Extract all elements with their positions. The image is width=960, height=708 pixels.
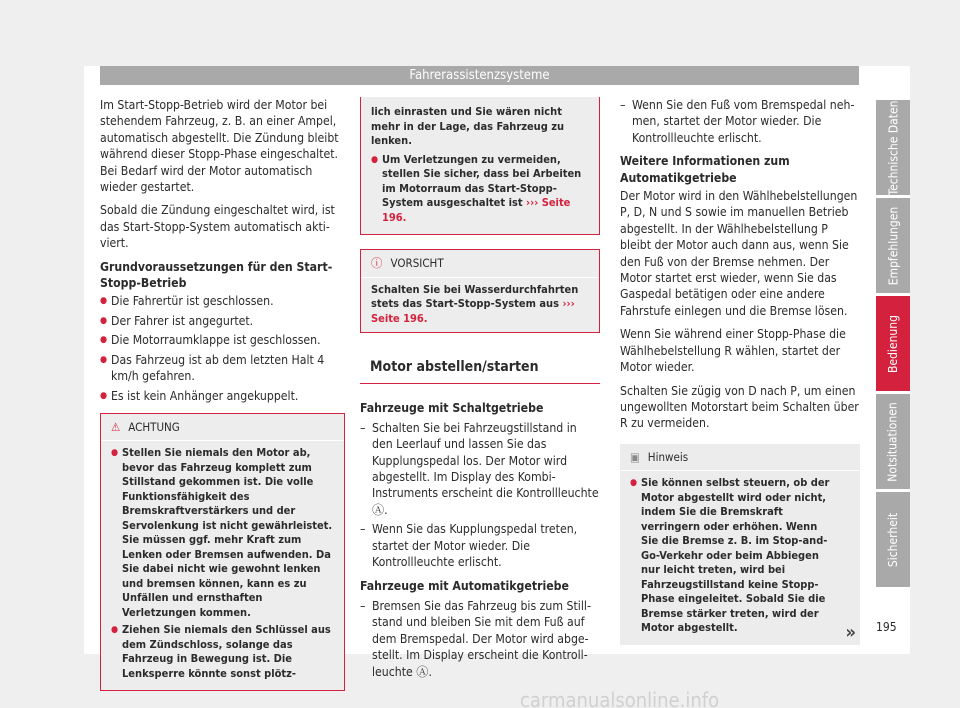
page-number: 195 bbox=[876, 620, 897, 634]
tab-notsituationen[interactable]: Notsituationen bbox=[876, 394, 910, 489]
warning-triangle-icon: ⚠ bbox=[111, 419, 121, 434]
step-item: – Bremsen Sie das Fahrzeug bis zum Stillstand und bleiben Sie mit dem Fuß auf dem Bremspedal. Der Motor wird abgestellt. Im Display erscheint die Kontrollleuchte Ⓐ. bbox=[360, 598, 600, 680]
warning-continued-text: lich einrasten und Sie wären nicht mehr in der Lage, das Fahrzeug zu lenken. bbox=[371, 105, 565, 147]
paragraph: Der Motor wird in den Wählhebelstellungen P, D, N und S sowie im manuellen Betrieb abgestellt. In der Wählhebelstellung P bleibt der Motor auch dann aus, wenn Sie den Fuß von der Bremse nehmen. Der Motor startet erst wieder, wenn Sie das Gaspedal betätigen oder eine andere Fahrstufe einlegen und die Bremse lösen. bbox=[620, 189, 858, 318]
paragraph: Schalten Sie zügig von D nach P, um einen ungewollten Motorstart beim Schalten über R zu vermeiden. bbox=[620, 383, 859, 431]
caution-text: Schalten Sie bei Wasserdurchfahrten stets das Start-Stopp-System aus bbox=[371, 282, 579, 310]
caution-box bbox=[360, 249, 600, 333]
list-item: ● Die Fahrertür ist geschlossen. bbox=[100, 293, 345, 309]
subheading: Grundvoraussetzungen für den Start-Stopp-Betrieb bbox=[100, 259, 333, 291]
warning-header bbox=[101, 414, 344, 442]
list-item: ● Die Motorraumklappe ist geschlossen. bbox=[100, 332, 345, 348]
step-item: – Wenn Sie das Kupplungspedal treten, startet der Motor wieder. Die Kontrollleuchte erlischt. bbox=[360, 521, 600, 570]
step-item: – Schalten Sie bei Fahrzeugstillstand in den Leerlauf und lassen Sie das Kupplungspedal los. Der Motor wird abgestellt. Im Display des Kombi-Instruments erscheint die Kontrollleuchte Ⓐ. bbox=[360, 420, 600, 518]
hint-title: Hinweis bbox=[647, 449, 689, 464]
page-header: Fahrerassistenzsysteme bbox=[100, 66, 859, 85]
continue-arrow-icon: » bbox=[845, 622, 856, 644]
subheading: Fahrzeuge mit Automatikgetriebe bbox=[360, 579, 569, 594]
hint-item: ● Sie können selbst steuern, ob der Motor abgestellt wird oder nicht, indem Sie die Bremskraft verringern oder erhöhen. Wenn Sie die Bremse z. B. im Stop-and-Go-Verkehr oder beim Abbiegen nur leicht treten, wird bei Fahrzeugstillstand keine Stopp-Phase eingeleitet. Sobald Sie die Bremse stärker treten, wird der Motor abgestellt. bbox=[630, 476, 834, 636]
page-link[interactable]: ››› Seite 196. bbox=[371, 297, 575, 325]
subheading: Weitere Informationen zum Automatikgetriebe bbox=[620, 154, 790, 185]
paragraph: Im Start-Stopp-Betrieb wird der Motor bei stehendem Fahrzeug, z. B. an einer Ampel, automatisch abgestellt. Die Zündung bleibt während dieser Stopp-Phase eingeschaltet. Bei Bedarf wird der Motor automatisch wieder gestartet. bbox=[100, 98, 339, 195]
list-item: ● Es ist kein Anhänger angekuppelt. bbox=[100, 388, 345, 404]
warning-item: ● Ziehen Sie niemals den Schlüssel aus dem Zündschloss, solange das Fahrzeug in Bewegung ist. Die Lenksperre könnte sonst plötz- bbox=[111, 623, 334, 681]
note-icon: ▣ bbox=[630, 449, 640, 464]
watermark: carmanualsonline.info bbox=[520, 688, 720, 708]
hint-box bbox=[620, 444, 860, 645]
list-item: ● Der Fahrer ist angegurtet. bbox=[100, 313, 345, 329]
paragraph: Sobald die Zündung eingeschaltet wird, ist das Start-Stopp-System automatisch aktiviert. bbox=[100, 203, 335, 251]
tab-empfehlungen[interactable]: Empfehlungen bbox=[876, 198, 910, 293]
warning-title: ACHTUNG bbox=[128, 419, 180, 434]
tab-technische-daten[interactable]: Technische Daten bbox=[876, 100, 910, 195]
caution-title: VORSICHT bbox=[390, 256, 444, 270]
info-circle-icon: ⓘ bbox=[371, 256, 383, 270]
column-2 bbox=[360, 97, 600, 683]
page-link[interactable]: ››› Seite 196. bbox=[382, 196, 571, 224]
warning-item: ● Stellen Sie niemals den Motor ab, bevor das Fahrzeug komplett zum Stillstand gekommen ist. Die volle Funktionsfähigkeit des Bremskraftverstärkers und der Servolenkung ist nicht gewährleistet. Sie müssen ggf. mehr Kraft zum Lenken oder Bremsen aufwenden. Da Sie dabei nicht wie gewohnt lenken und bremsen können, kann es zu Unfällen und ernsthaften Verletzungen kommen. bbox=[111, 446, 334, 620]
step-item: – Wenn Sie den Fuß vom Bremspedal nehmen, startet der Motor wieder. Die Kontrollleuchte erlischt. bbox=[620, 97, 860, 146]
paragraph: Wenn Sie während einer Stopp-Phase die Wählhebelstellung R wählen, startet der Motor wieder. bbox=[620, 327, 846, 375]
tab-bedienung[interactable]: Bedienung bbox=[876, 296, 910, 391]
warning-item: ● Um Verletzungen zu vermeiden, stellen Sie sicher, dass bei Arbeiten im Motorraum das Start-Stopp-System ausgeschaltet ist ››› Seite 196. bbox=[371, 153, 589, 226]
warning-box bbox=[100, 413, 345, 692]
bullet-list bbox=[100, 293, 345, 403]
hint-header bbox=[620, 444, 860, 472]
tab-sicherheit[interactable]: Sicherheit bbox=[876, 492, 910, 587]
caution-header bbox=[361, 250, 599, 278]
warning-box-continued bbox=[360, 97, 600, 235]
column-1 bbox=[100, 97, 345, 691]
subheading: Fahrzeuge mit Schaltgetriebe bbox=[360, 401, 544, 416]
column-3 bbox=[620, 97, 860, 645]
section-title: Motor abstellen/starten bbox=[360, 359, 600, 384]
list-item: ● Das Fahrzeug ist ab dem letzten Halt 4 km/h gefahren. bbox=[100, 352, 345, 385]
